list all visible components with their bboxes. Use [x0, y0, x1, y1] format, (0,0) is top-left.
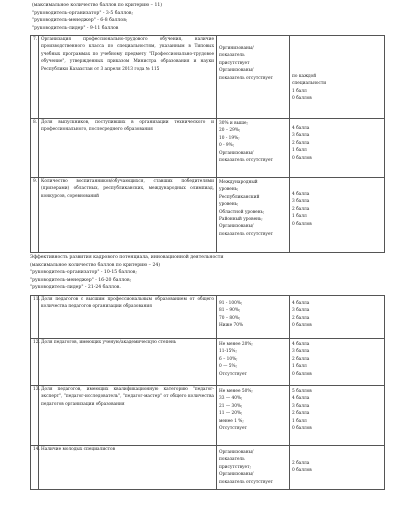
points-line: 3 балла — [292, 349, 310, 355]
table-row — [31, 178, 385, 253]
points-line: 3 балла — [292, 199, 310, 205]
value-line: Отсутствует — [219, 371, 247, 377]
section-line: Эффективность развития кадрового потенциала, инновационной деятельности — [30, 255, 224, 260]
row-number: 11. — [31, 296, 39, 339]
value-cell — [217, 36, 290, 119]
value-line: 21 — 30%; — [219, 403, 243, 409]
value-line: Республиканский — [219, 194, 260, 200]
points-line: 2 балла — [292, 356, 310, 362]
points-line: специальности — [292, 81, 327, 87]
value-line: 6 – 10%; — [219, 356, 238, 362]
value-cell — [217, 446, 290, 490]
intro-line: (максимальное количество баллов по критерию – 11) — [32, 3, 163, 8]
points-line: 2 балла — [292, 315, 310, 321]
points-line: 3 балла — [292, 403, 310, 409]
points-line: 0 баллов — [292, 323, 312, 329]
value-line: показатель отсутствует — [219, 231, 273, 237]
row-number: 12. — [31, 339, 39, 386]
criteria-table-1 — [30, 35, 385, 253]
value-cell — [217, 339, 290, 386]
points-cell — [290, 296, 385, 339]
points-line: 0 баллов — [292, 96, 312, 102]
points-cell — [290, 339, 385, 386]
points-line: 2 балла — [292, 140, 310, 146]
intro-line: "руководитель-менеджер" - 6-8 баллов; — [32, 18, 128, 24]
value-cell — [217, 386, 290, 446]
table-row — [31, 119, 385, 178]
points-line: 2 балла — [292, 411, 310, 417]
value-cell — [217, 119, 290, 178]
points-line: 3 балла — [292, 308, 310, 314]
points-line: 5 баллов — [292, 389, 312, 394]
points-line: 1 балл — [292, 214, 307, 220]
criterion-text: Наличие молодых специалистов — [39, 446, 217, 490]
table-row — [31, 36, 385, 119]
value-line: 91 - 100%; — [219, 301, 243, 306]
value-line: Не менее 50%; — [219, 389, 253, 394]
value-line: Отсутствует — [219, 426, 247, 432]
criterion-text: Доля выпускников, поступивших в организации технического и профессионального, послесреднего образования — [39, 119, 217, 178]
criterion-text: Организация профессионально-трудового обучения, наличие производственного класса по специальностям, указанным в Типовых учебных программах по учебному предмету "Профессионально-трудовое обучение", утвержденных приказом Министра образования и науки Республики Казахстан от 3 апреля 2013 года № 115 — [39, 36, 217, 119]
value-line: 11 — 20%; — [219, 411, 243, 417]
intro-line: "руководитель-организатор" - 3-5 баллов; — [32, 10, 134, 16]
value-line: 81 – 90%; — [219, 308, 241, 314]
row-number: 9. — [31, 178, 39, 253]
points-line: 0 баллов — [292, 221, 312, 227]
section-line: "руководитель-организатор" - 10-15 баллов; — [30, 270, 137, 276]
section-line: (максимальное количество баллов по критерию – 24) — [30, 262, 161, 268]
value-cell — [217, 296, 290, 339]
value-line: 10 - 19%; — [219, 135, 240, 141]
row-number: 8. — [31, 119, 39, 178]
points-line: 2 балла — [292, 461, 310, 466]
section-line: "руководитель-менеджер" - 16-20 баллов; — [30, 277, 132, 283]
value-line: показатель — [219, 53, 245, 59]
points-line: 4 балла — [292, 301, 310, 306]
points-line: 1 балл — [292, 88, 307, 94]
points-cell — [290, 446, 385, 490]
row-number: 14. — [31, 446, 39, 490]
points-line: 1 балл — [292, 148, 307, 154]
row-number: 13. — [31, 386, 39, 446]
value-line: уровень; — [219, 202, 239, 208]
points-cell — [290, 178, 385, 253]
value-line: Организованы/ — [219, 472, 254, 478]
value-line: Организованы/ — [219, 150, 254, 156]
row-number: 7. — [31, 36, 39, 119]
value-line: 33 — 40%; — [219, 396, 243, 402]
section-2-heading — [30, 254, 223, 292]
value-line: Организованы/ — [219, 224, 254, 230]
criterion-text: Количество воспитанников/обучающихся, ставших победителями (призерами) областных, республиканских, международных олимпиад, конкурсов, соревнований — [39, 178, 217, 253]
points-line: 0 баллов — [292, 371, 312, 377]
value-line: 70 – 80%; — [219, 315, 241, 321]
value-line: Организованы/ — [219, 450, 254, 455]
points-line: 2 балла — [292, 206, 310, 212]
value-line: Районный уровень; — [219, 217, 263, 223]
table-row — [31, 296, 385, 339]
section-line: "руководитель-лидер" - 21-24 баллов. — [30, 285, 121, 291]
points-line: 0 баллов — [292, 426, 312, 432]
points-line: 4 балла — [292, 126, 310, 131]
points-line: 4 балла — [292, 192, 310, 197]
value-line: 30% и выше; — [219, 121, 248, 126]
value-line: показатель отсутствует — [219, 158, 273, 164]
value-line: менее 1 %; — [219, 418, 244, 424]
value-line: Ниже 70% — [219, 323, 244, 329]
points-cell — [290, 386, 385, 446]
value-line: Не менее 20%; — [219, 342, 253, 347]
points-line: 3 балла — [292, 133, 310, 139]
points-line: 1 балл — [292, 418, 307, 424]
criteria-table-2 — [30, 295, 385, 490]
points-cell — [290, 119, 385, 178]
points-line: 4 балла — [292, 396, 310, 402]
table-row — [31, 386, 385, 446]
value-line: показатель отсутствует — [219, 479, 273, 485]
points-cell — [290, 36, 385, 119]
criterion-text: Доля педагогов, имеющих квалификационную категорию "педагог-эксперт", "педагог-исследователь", "педагог-мастер" от общего количества педагогов организации образования — [39, 386, 217, 446]
value-line: Международный — [219, 180, 258, 185]
points-line: 0 баллов — [292, 155, 312, 161]
value-line: присутствует — [219, 60, 250, 66]
table-row — [31, 446, 385, 490]
value-line: 11-15%; — [219, 349, 237, 355]
points-line: по каждой — [292, 74, 317, 79]
value-line: Областной уровень; — [219, 209, 265, 215]
value-cell — [217, 178, 290, 253]
value-line: 20 – 29%; — [219, 128, 241, 134]
value-line: показатель отсутствует — [219, 75, 273, 81]
intro-block — [32, 2, 162, 32]
value-line: 0 - 9%; — [219, 143, 235, 149]
value-line: 0 — 5%; — [219, 364, 238, 370]
value-line: Организованы/ — [219, 68, 254, 74]
value-line: Оргинизованы/ — [219, 46, 254, 51]
table-row — [31, 339, 385, 386]
points-line: 1 балл — [292, 364, 307, 370]
value-line: уровень; — [219, 187, 239, 193]
intro-line: "руководитель-лидер" - 9-11 баллов — [32, 25, 119, 31]
points-line: 0 баллов — [292, 468, 312, 474]
value-line: показатель — [219, 457, 245, 463]
criterion-text: Доля педагогов, имеющих ученую/академическую степень — [39, 339, 217, 386]
value-line: присутствует; — [219, 464, 251, 470]
points-line: 4 балла — [292, 342, 310, 347]
criterion-text: Доля педагогов с высшим профессиональным образованием от общего количества педагогов организации образования — [39, 296, 217, 339]
